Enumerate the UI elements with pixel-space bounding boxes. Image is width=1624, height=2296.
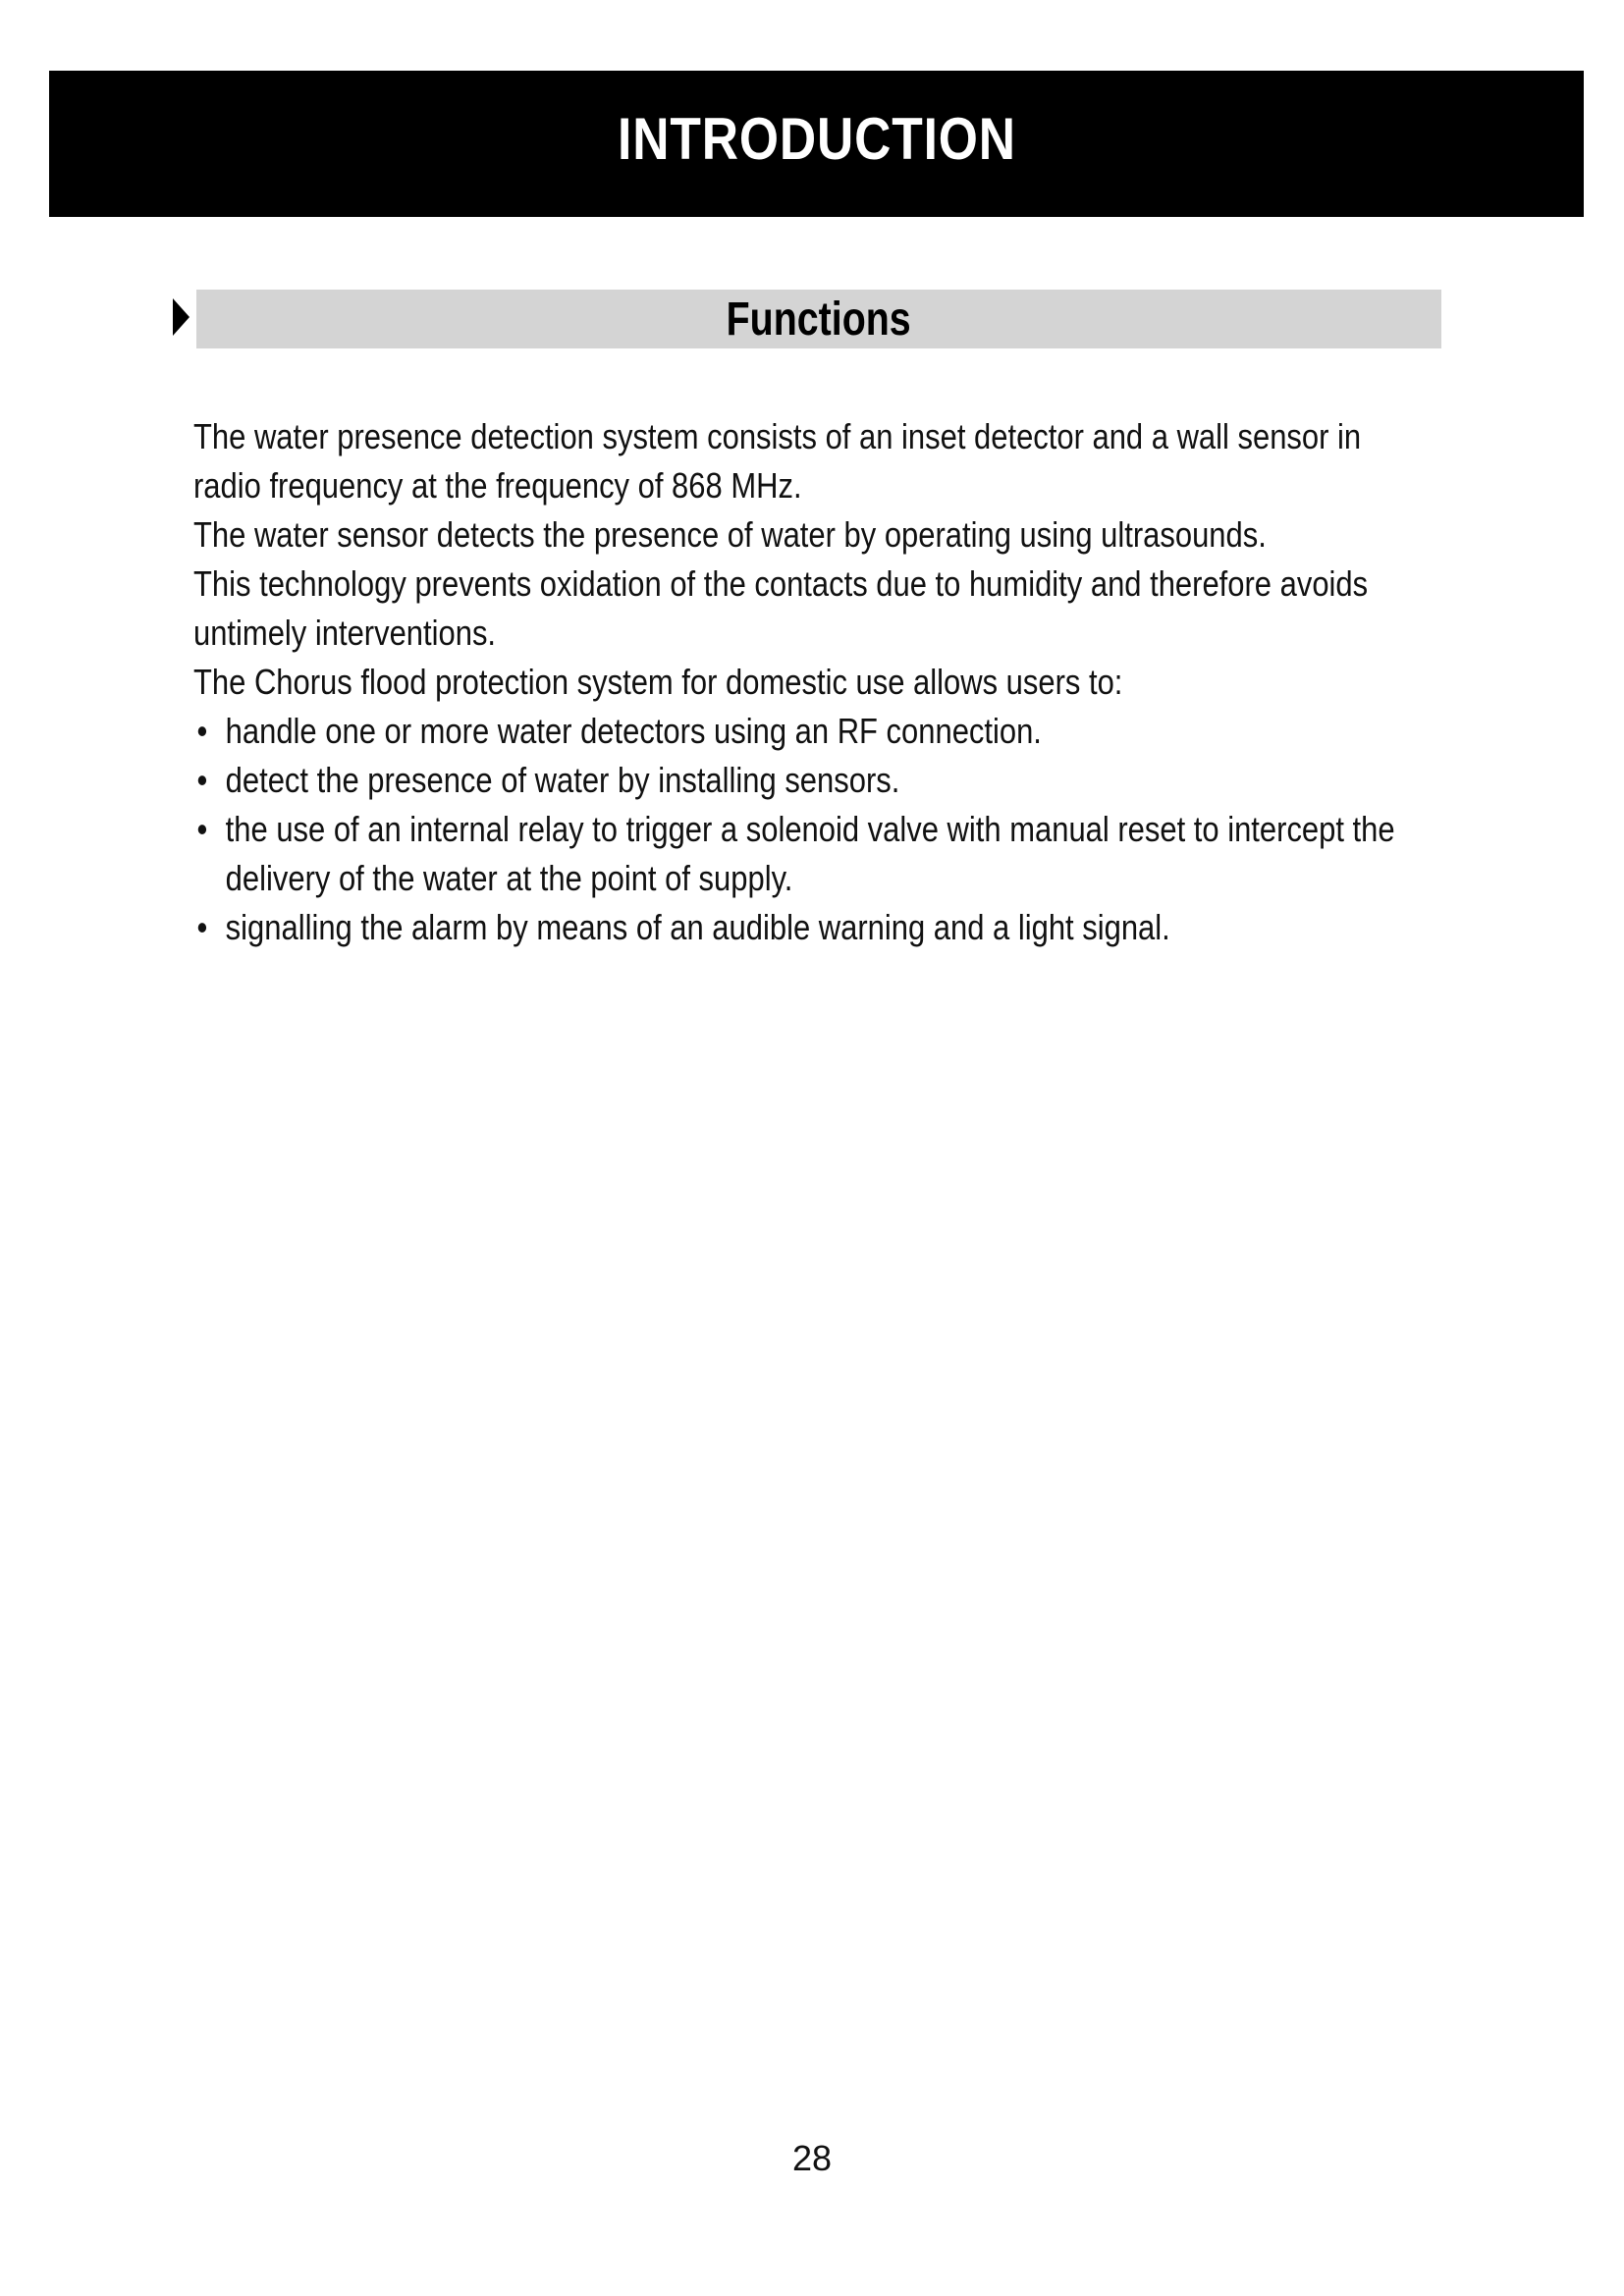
paragraph-line: untimely interventions. <box>193 613 497 653</box>
page-title: INTRODUCTION <box>617 106 1016 172</box>
list-item <box>193 903 1460 952</box>
section-title: Functions <box>726 293 912 346</box>
list-item-continuation <box>193 854 1460 903</box>
section-arrow-icon <box>173 298 189 336</box>
bullet-icon: • <box>196 809 208 849</box>
list-item-text: detect the presence of water by installing sensors. <box>225 760 900 800</box>
list-item <box>193 707 1460 756</box>
paragraph-line: The Chorus flood protection system for domestic use allows users to: <box>193 662 1123 702</box>
body-content <box>193 412 1395 952</box>
header-banner <box>49 71 1584 217</box>
paragraph-line: The water sensor detects the presence of water by operating using ultrasounds. <box>193 514 1267 555</box>
list-item <box>193 756 1460 805</box>
bullet-icon: • <box>196 711 208 751</box>
feature-list <box>193 707 1460 952</box>
list-item-text: the use of an internal relay to trigger a solenoid valve with manual reset to intercept the <box>225 809 1395 849</box>
list-item <box>193 805 1460 854</box>
paragraph-line: The water presence detection system consists of an inset detector and a wall sensor in <box>193 416 1362 456</box>
page-number: 28 <box>791 2138 833 2178</box>
paragraph-line: radio frequency at the frequency of 868 MHz. <box>193 465 802 506</box>
paragraph-line: This technology prevents oxidation of the contacts due to humidity and therefore avoids <box>193 563 1369 604</box>
list-item-text: delivery of the water at the point of supply. <box>225 858 793 898</box>
list-item-text: handle one or more water detectors using an RF connection. <box>225 711 1042 751</box>
list-item-text: signalling the alarm by means of an audible warning and a light signal. <box>225 907 1170 947</box>
section-heading-bar <box>196 290 1441 348</box>
bullet-icon: • <box>196 907 208 947</box>
bullet-icon: • <box>196 760 208 800</box>
